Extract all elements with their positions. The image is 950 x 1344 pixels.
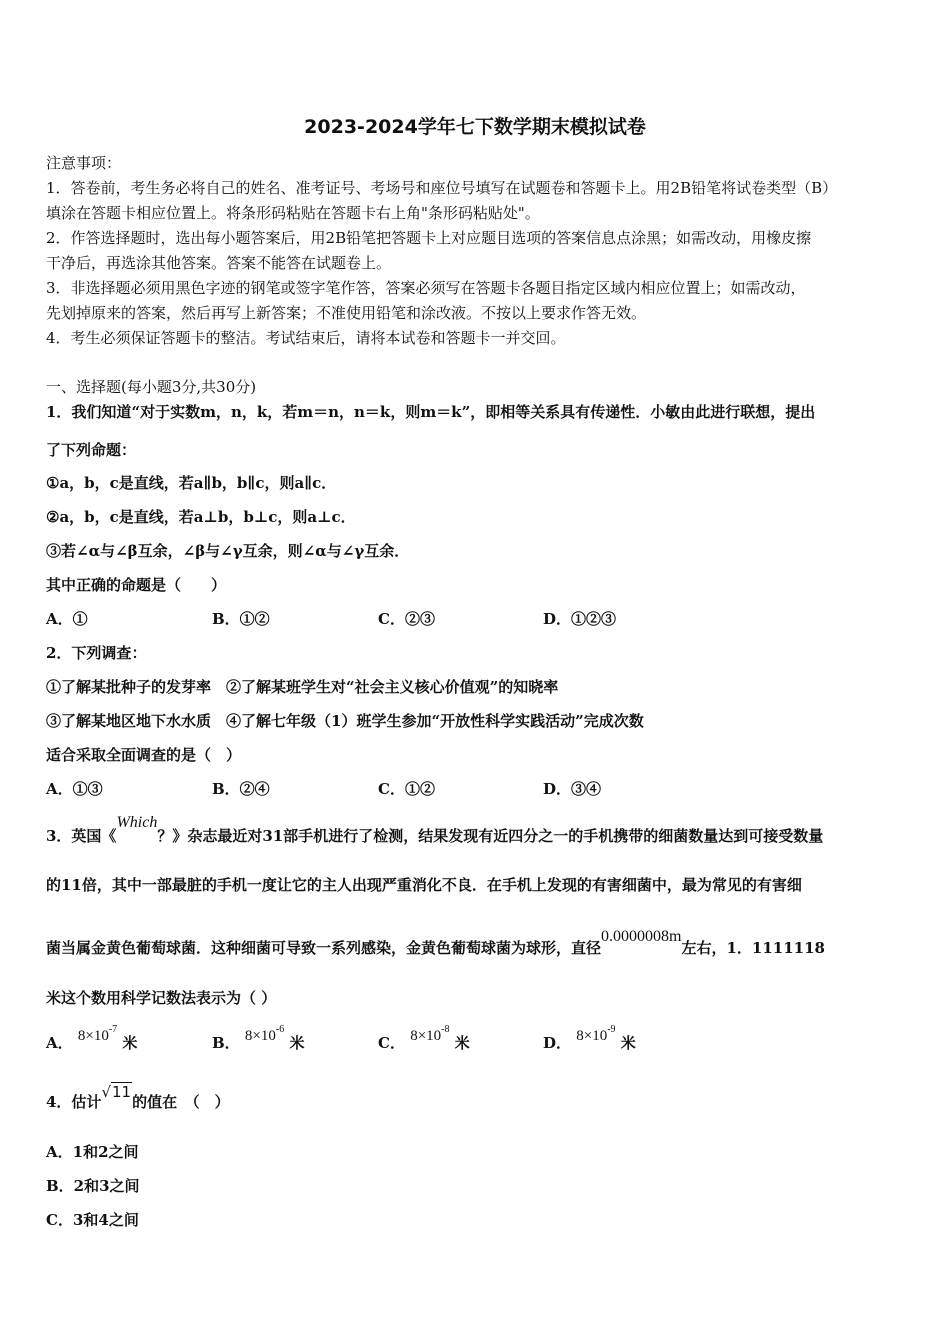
option-a [46, 1024, 138, 1056]
proposition-2: ②a，b，c是直线，若a⊥b，b⊥c，则a⊥c． [46, 508, 356, 526]
option-c: C．①② [378, 780, 435, 798]
option-exponent: -9 [607, 1024, 616, 1035]
option-base: 8×10 [77, 1028, 109, 1044]
q4-suffix: 的值在 （ ） [132, 1093, 230, 1111]
option-a: A．① [46, 610, 88, 628]
question-3-line-1 [46, 814, 824, 847]
q3-line-3-text: 菌当属金黄色葡萄球菌．这种细菌可导致一系列感染，金黄色葡萄球菌为球形，直径 [46, 939, 602, 957]
notes-heading: 注意事项： [46, 154, 122, 172]
question-2-stem: 2．下列调查： [46, 644, 147, 662]
option-unit: 米 [620, 1034, 636, 1052]
option-a: A．1和2之间 [46, 1143, 139, 1161]
q3-line-1-text: ？》杂志最近对31部手机进行了检测，结果发现有近四分之一的手机携带的细菌数量达到可接受数量 [157, 827, 824, 845]
option-exponent: -7 [108, 1024, 118, 1035]
sqrt-icon: √ [101, 1083, 111, 1101]
q3-line-3-tail: 左右，1．1111118 [681, 939, 825, 957]
question-3-line-4: 米这个数用科学记数法表示为（ ） [46, 989, 277, 1007]
question-3-line-2: 的11倍，其中一部最脏的手机一度让它的主人出现严重消化不良．在手机上发现的有害细菌中，最为常见的有害细 [46, 876, 802, 894]
option-unit: 米 [454, 1034, 470, 1052]
notes-line: 2．作答选择题时，选出每小题答案后，用2B铅笔把答题卡上对应题目选项的答案信息点涂黑；如需改动，用橡皮擦 [46, 229, 812, 247]
question-2-ask: 适合采取全面调查的是（ ） [46, 746, 242, 764]
option-exponent: -8 [441, 1024, 450, 1035]
radicand: 11 [112, 1083, 132, 1101]
notes-line: 1．答卷前，考生务必将自己的姓名、准考证号、考场号和座位号填写在试题卷和答题卡上。用2B铅笔将试卷类型（B） [46, 179, 838, 197]
notes-line: 先划掉原来的答案，然后再写上新答案；不准使用铅笔和涂改液。不按以上要求作答无效。 [46, 304, 647, 322]
option-b [212, 1024, 305, 1056]
question-3-line-3 [46, 928, 825, 959]
option-c: C．②③ [378, 610, 435, 628]
question-1-stem-cont: 了下列命题： [46, 441, 137, 459]
question-1-stem: 1．我们知道“对于实数m，n，k，若m＝n，n＝k，则m＝k”，即相等关系具有传递性．小敏由此进行联想，提出 [46, 403, 816, 421]
option-d: D．③④ [543, 780, 602, 798]
option-a: A．①③ [46, 780, 103, 798]
option-exponent: -6 [275, 1024, 285, 1035]
option-label: C． [378, 1034, 405, 1052]
q3-prefix: 3．英国《 [46, 827, 117, 845]
option-value [410, 1024, 450, 1044]
option-b: B．①② [212, 610, 270, 628]
section-heading: 一、选择题(每小题3分,共30分) [46, 378, 257, 396]
question-1-ask: 其中正确的命题是（ ） [46, 576, 227, 594]
option-d [543, 1024, 636, 1056]
question-4-stem [46, 1083, 230, 1112]
magazine-name: Which [116, 814, 158, 831]
option-unit: 米 [289, 1034, 305, 1052]
square-root [101, 1083, 132, 1101]
option-label: A． [46, 1034, 73, 1052]
notes-line: 干净后，再选涂其他答案。答案不能答在试题卷上。 [46, 254, 392, 272]
page-title: 2023-2024学年七下数学期末模拟试卷 [304, 116, 646, 138]
option-c: C．3和4之间 [46, 1211, 139, 1229]
survey-items-2: ③了解某地区地下水水质 ④了解七年级（1）班学生参加“开放性科学实践活动”完成次数 [46, 712, 644, 730]
option-base: 8×10 [410, 1028, 442, 1044]
notes-line: 3．非选择题必须用黑色字迹的钢笔或签字笔作答，答案必须写在答题卡各题目指定区域内相应位置上；如需改动， [46, 279, 806, 297]
proposition-1: ①a，b，c是直线，若a∥b，b∥c，则a∥c． [46, 474, 337, 492]
survey-items-1: ①了解某批种子的发芽率 ②了解某班学生对“社会主义核心价值观”的知晓率 [46, 678, 559, 696]
q4-prefix: 4．估计 [46, 1093, 102, 1111]
notes-line: 4．考生必须保证答题卡的整洁。考试结束后，请将本试卷和答题卡一并交回。 [46, 329, 566, 347]
option-value [576, 1024, 616, 1044]
option-base: 8×10 [576, 1028, 608, 1044]
option-c [378, 1024, 470, 1056]
option-b: B．②④ [212, 780, 270, 798]
diameter-value: 0.0000008m [601, 928, 682, 945]
option-label: B． [212, 1034, 240, 1052]
option-unit: 米 [122, 1034, 138, 1052]
option-d: D．①②③ [543, 610, 617, 628]
option-value [244, 1024, 285, 1044]
option-b: B．2和3之间 [46, 1177, 140, 1195]
option-label: D． [543, 1034, 572, 1052]
option-base: 8×10 [244, 1028, 276, 1044]
proposition-3: ③若∠α与∠β互余，∠β与∠γ互余，则∠α与∠γ互余． [46, 542, 410, 560]
notes-line: 填涂在答题卡相应位置上。将条形码粘贴在答题卡右上角"条形码粘贴处"。 [46, 204, 540, 222]
option-value [77, 1024, 118, 1044]
